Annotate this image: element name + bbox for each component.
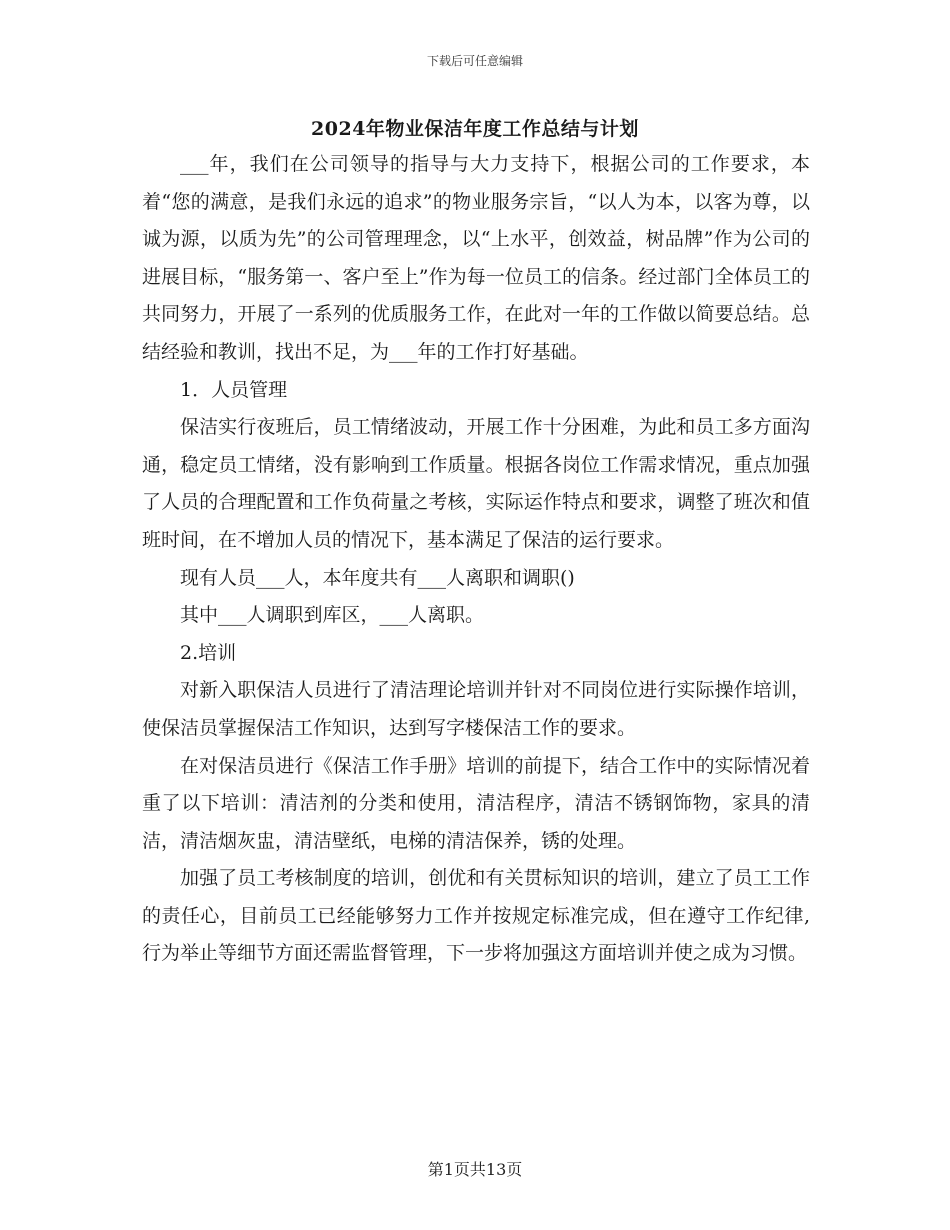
staff-transfer-line: 其中___人调职到库区，___人离职。 (180, 604, 485, 627)
training-paragraph-3: 加强了员工考核制度的培训，创优和有关贯标知识的培训，建立了员工工作的责任心，目前员工已经能够努力工作并按规定标准完成，但在遵守工作纪律,行为举止等细节方面还需监督管理，下一步将加强这方面培训并使之成为习惯。 (142, 867, 810, 965)
staff-management-paragraph: 保洁实行夜班后，员工情绪波动，开展工作十分困难，为此和员工多方面沟通，稳定员工情绪，没有影响到工作质量。根据各岗位工作需求情况，重点加强了人员的合理配置和工作负荷量之考核，实际运作特点和要求，调整了班次和值班时间，在不增加人员的情况下，基本满足了保洁的运行要求。 (142, 416, 810, 551)
training-paragraph-1: 对新入职保洁人员进行了清洁理论培训并针对不同岗位进行实际操作培训，使保洁员掌握保洁工作知识，达到写字楼保洁工作的要求。 (142, 679, 810, 739)
staff-count-line: 现有人员___人，本年度共有___人离职和调职() (180, 566, 575, 589)
document-body (142, 146, 810, 973)
intro-paragraph: ___年，我们在公司领导的指导与大力支持下，根据公司的工作要求，本着“您的满意，是我们永远的追求”的物业服务宗旨，“以人为本，以客为尊，以诚为源，以质为先”的公司管理理念，以“上水平，创效益，树品牌”作为公司的进展目标，“服务第一、客户至上”作为每一位员工的信条。经过部门全体员工的共同努力，开展了一系列的优质服务工作，在此对一年的工作做以简要总结。总结经验和教训，找出不足，为___年的工作打好基础。 (142, 153, 810, 363)
page-header-note: 下载后可任意编辑 (426, 54, 523, 68)
training-paragraph-2: 在对保洁员进行《保洁工作手册》培训的前提下，结合工作中的实际情况着重了以下培训：清洁剂的分类和使用，清洁程序，清洁不锈钢饰物，家具的清洁，清洁烟灰盅，清洁壁纸，电梯的清洁保养，锈的处理。 (142, 754, 810, 852)
page-number-footer: 第1页共13页 (427, 1160, 523, 1179)
section-heading-staff-management: 1．人员管理 (180, 378, 288, 401)
document-title: 2024年物业保洁年度工作总结与计划 (311, 118, 639, 140)
section-heading-training: 2.培训 (180, 641, 237, 664)
